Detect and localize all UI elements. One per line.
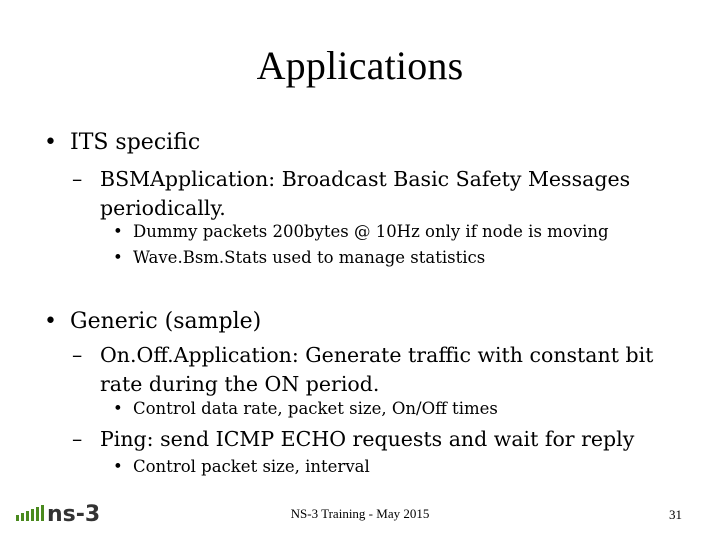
subitem-text: Control data rate, packet size, On/Off times (133, 399, 498, 418)
dash-icon: – (72, 167, 83, 191)
subitem-control-data-rate (113, 399, 498, 418)
bullet-icon: • (113, 399, 123, 418)
bullet-icon: • (44, 130, 57, 155)
item-ping (72, 425, 680, 454)
subitem-text: Dummy packets 200bytes @ 10Hz only if node is moving (133, 222, 609, 241)
section-label: ITS specific (70, 130, 201, 155)
page-number: 31 (669, 507, 682, 522)
item-text: Ping: send ICMP ECHO requests and wait for reply (100, 427, 635, 451)
subitem-text: Control packet size, interval (133, 457, 370, 476)
subitem-control-packet-size (113, 457, 370, 476)
bullet-icon: • (113, 457, 123, 476)
slide-footer: NS-3 Training - May 2015 (290, 506, 430, 521)
item-onoff-application (72, 341, 680, 399)
dash-icon: – (72, 427, 83, 451)
bullet-icon: • (44, 309, 57, 334)
item-text: On.Off.Application: Generate traffic with constant bit rate during the ON period. (100, 343, 654, 396)
bullet-icon: • (113, 222, 123, 241)
subitem-dummy-packets (113, 222, 609, 241)
item-bsm-application (72, 165, 680, 223)
logo-text: ns-3 (47, 502, 101, 527)
subitem-text: Wave.Bsm.Stats used to manage statistics (133, 248, 486, 267)
bullet-icon: • (113, 248, 123, 267)
slide-title: Applications (256, 43, 464, 88)
item-text: BSMApplication: Broadcast Basic Safety Messages periodically. (100, 167, 631, 220)
dash-icon: – (72, 343, 83, 367)
subitem-wave-bsm-stats (113, 248, 486, 267)
section-label: Generic (sample) (70, 309, 262, 334)
